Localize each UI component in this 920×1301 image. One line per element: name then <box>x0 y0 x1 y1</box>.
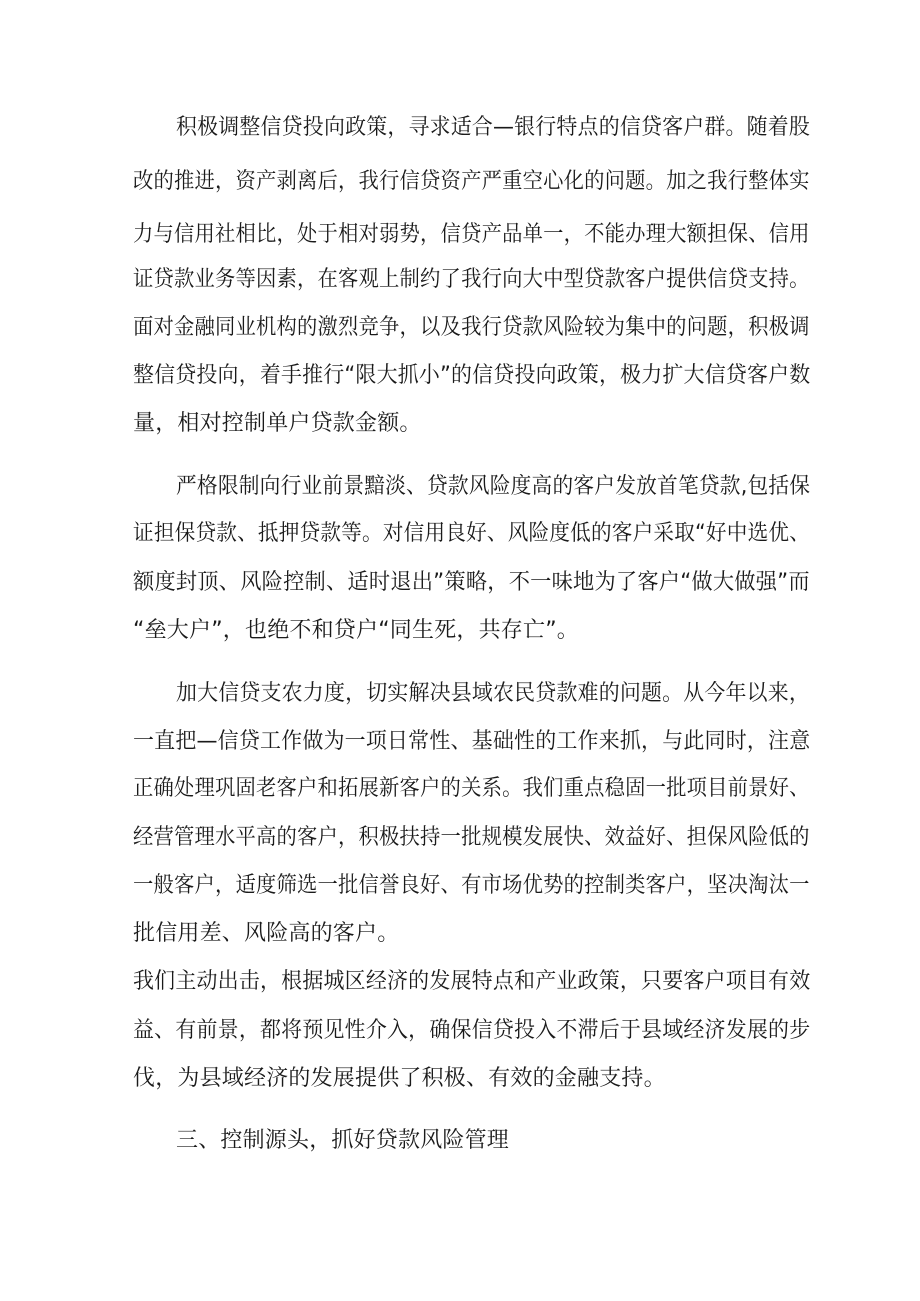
section-heading: 三、控制源头，抓好贷款风险管理 <box>176 1128 510 1153</box>
text-line: “垒大户”，也绝不和贷户“同生死，共存亡”。 <box>133 618 579 643</box>
text-line: 经营管理水平高的客户，积极扶持一批规模发展快、效益好、担保风险低的 <box>133 825 810 850</box>
text-line: 量，相对控制单户贷款金额。 <box>133 411 422 436</box>
text-line: 加大信贷支农力度，切实解决县域农民贷款难的问题。从今年以来， <box>176 681 811 706</box>
text-line: 力与信用社相比，处于相对弱势，信贷产品单一，不能办理大额担保、信用 <box>133 222 810 247</box>
text-line: 伐，为县域经济的发展提供了积极、有效的金融支持。 <box>133 1066 666 1091</box>
text-line: 整信贷投向，着手推行“限大抓小”的信贷投向政策，极力扩大信贷客户数 <box>133 363 811 388</box>
text-line: 我们主动出击，根据城区经济的发展特点和产业政策，只要客户项目有效 <box>133 969 811 994</box>
text-line: 额度封顶、风险控制、适时退出”策略，不一味地为了客户“做大做强”而 <box>133 570 810 595</box>
text-line: 证担保贷款、抵押贷款等。对信用良好、风险度低的客户采取“好中选优、 <box>133 521 811 546</box>
text-line: 一般客户，适度筛选一批信誉良好、有市场优势的控制类客户，坚决淘汰一 <box>133 873 810 898</box>
text-line: 一直把—信贷工作做为一项日常性、基础性的工作来抓，与此同时，注意 <box>133 729 811 754</box>
text-line: 积极调整信贷投向政策，寻求适合—银行特点的信贷客户群。随着股 <box>176 115 811 140</box>
text-line: 批信用差、风险高的客户。 <box>133 921 400 946</box>
text-line: 证贷款业务等因素，在客观上制约了我行向大中型贷款客户提供信贷支持。 <box>133 267 810 292</box>
text-line: 益、有前景，都将预见性介入，确保信贷投入不滞后于县域经济发展的步 <box>133 1018 811 1043</box>
text-line: 改的推进，资产剥离后，我行信贷资产严重空心化的问题。加之我行整体实 <box>133 169 810 194</box>
text-line: 面对金融同业机构的激烈竞争，以及我行贷款风险较为集中的问题，积极调 <box>133 315 810 340</box>
text-line: 严格限制向行业前景黯淡、贷款风险度高的客户发放首笔贷款,包括保 <box>176 474 811 499</box>
text-line: 正确处理巩固老客户和拓展新客户的关系。我们重点稳固一批项目前景好、 <box>133 776 810 801</box>
